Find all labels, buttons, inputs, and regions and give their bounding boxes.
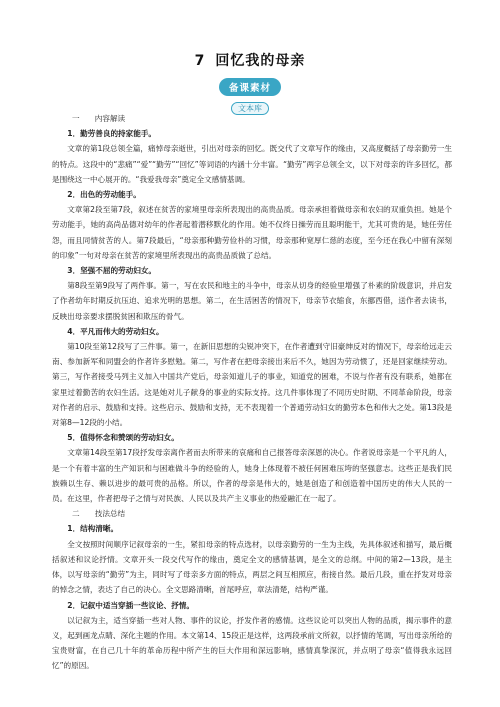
section-badge: 备课素材 [219,78,281,96]
point-heading: 1．结构清晰。 [67,524,119,534]
paragraph: 以记叙为主，适当穿插一些对人物、事件的议论，抒发作者的感情。这些议论可以突出人物的品质，揭示事件的意义，起到画龙点睛、深化主题的作用。本文第14、15段正是这样，这两段承前文所叙，以抒情的笔调，写出母亲所给的宝贵财富，在自己几十年的革命历程中所产生的巨大作用和深远影响，感情真挚深沉，并点明了母亲“值得我永远回忆”的原因。 [52,615,452,671]
lesson-title-text: 回忆我的母亲 [215,53,306,69]
lesson-title [0,50,500,70]
lesson-number: 7 [194,53,206,69]
paragraph: 第10段至第12段写了三件事。第一，在新旧思想的尖锐冲突下，在作者遭到守旧豪绅反对的情况下，母亲给远走云南、参加新军和同盟会的作者许多慰勉。第二，写作者在把母亲接出来后不久，她因为劳动惯了，还是回家继续劳动。第三，写作者接受马列主义加入中国共产党后，母亲知道儿子的事业，知道党的困难，不说与作者有没有联系，她都在家里过着勤苦的农妇生活。这是她对儿子献身的事业的实际支持。这几件事体现了不同历史时期、不同革命阶段，母亲对作者的启示、鼓励和支持。这些启示、鼓励和支持，无不表现着一个普通劳动妇女的勤劳本色和伟大之处。第13段是对第8—12段的小结。 [52,342,452,428]
section-heading: 一 内容解读 [72,114,126,123]
point-heading: 4．平凡而伟大的劳动妇女。 [67,326,164,336]
point-heading: 2．出色的劳动能手。 [67,190,141,200]
point-heading: 1．勤劳善良的持家能手。 [67,129,157,139]
section-heading: 二 技法总结 [72,509,126,519]
paragraph: 文章的第1段总领全篇，痛悼母亲逝世，引出对母亲的回忆。既交代了文章写作的缘由，又高度概括了母亲勤劳一生的特点。这段中的“悲痛”“爱”“勤劳”“回忆”等词语的内涵十分丰富。“勤劳”两字总领全文，以下对母亲的许多回忆，都是围绕这一中心展开的。“我爱我母亲”奠定全文感情基调。 [52,144,452,184]
sub-badge: 文本库 [231,102,269,115]
paragraph: 文章第14段至第17段抒发母亲离作者而去所带来的哀痛和自己报答母亲深恩的决心。作者说母亲是一个平凡的人，是一个有着丰富的生产知识和与困难做斗争的经验的人，她身上体现着不被任何困难压垮的坚强意志。这些正是我们民族赖以生存、赖以进步的最可贵的品格。所以，作者的母亲是伟大的，她是创造了和创造着中国历史的伟大人民的一员。在这里，作者把母子之情与对民族、人民以及共产主义事业的热爱融汇在一起了。 [52,448,452,504]
paragraph: 第8段至第9段写了两件事。第一，写在农民和地主的斗争中，母亲从切身的经验里增强了朴素的阶级意识，并启发了作者幼年时期反抗压迫、追求光明的思想。第二，在生活困苦的情况下，母亲节衣缩食，东挪西借，送作者去读书，反映出母亲要求摆脱贫困和欺压的骨气。 [52,281,452,321]
document-body [52,111,452,674]
point-heading: 5．值得怀念和赞颂的劳动妇女。 [67,433,179,443]
point-heading: 3．坚强不屈的劳动妇女。 [67,266,157,276]
paragraph: 全文按照时间顺序记叙母亲的一生，紧扣母亲的特点选材，以母亲勤劳的一生为主线，先具体叙述和描写，最后概括叙述和议论抒情。文章开头一段交代写作的缘由，奠定全文的感情基调，是全文的总纲。中间的第2—13段，是主体，以写母亲的“勤劳”为主，同时写了母亲多方面的特点，两层之间互相照应，衔接自然。最后几段，重在抒发对母亲的悼念之情，表达了自己的决心。全文思路清晰，首尾呼应，章法清楚，结构严谨。 [52,539,452,595]
point-heading: 2．记叙中适当穿插一些议论、抒情。 [67,600,194,610]
paragraph: 文章第2段至第7段，叙述在贫苦的家境里母亲所表现出的高贵品质。母亲承担着做母亲和农妇的双重负担。她是个劳动能手，她的高尚品德对幼年的作者起着潜移默化的作用。她不仅终日操劳而且聪明能干，尤其可贵的是，她任劳任怨，而且同情贫苦的人。第7段最后，“母亲那种勤劳俭朴的习惯，母亲那种宽厚仁慈的态度，至今还在我心中留有深刻的印象”一句对母亲在贫苦的家境里所表现出的高贵品质做了总结。 [52,205,452,260]
